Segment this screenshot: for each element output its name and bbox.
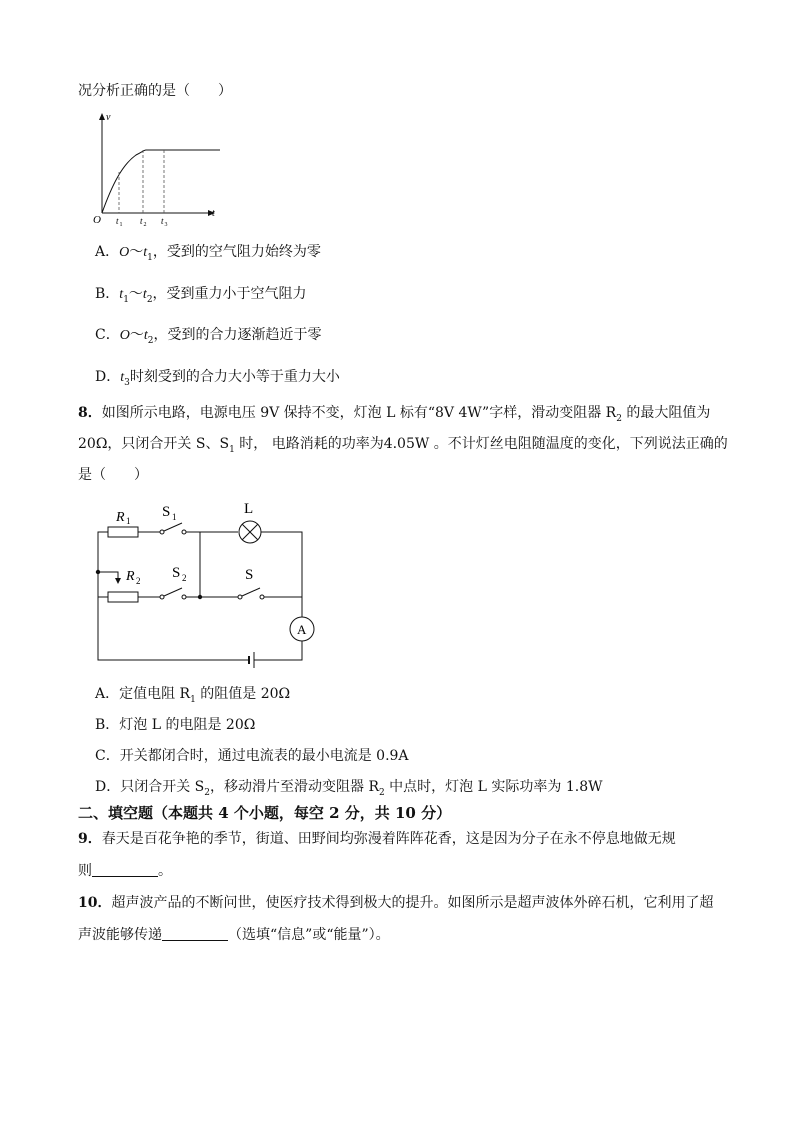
q8-option-a[interactable]: A．定值电阻 $R_1$ 的阻值是 20Ω [95,686,291,705]
lamp-label: L [244,501,254,517]
q8-option-c[interactable]: C．开关都闭合时，通过电流表的最小电流是 0.9A [95,748,409,764]
q9-line1: 9．春天是百花争艳的季节，街道、田野间均弥漫着阵阵花香，这是因为分子在永不停息地做无规 [78,831,676,847]
q8-option-b[interactable]: B．灯泡 L 的电阻是 20Ω [95,717,256,733]
t3-sub: 3 [164,222,168,228]
r1-label: R [116,510,125,525]
t-axis-label: t [212,208,215,219]
q7-option-a[interactable]: A．$O\sim t_1$，受到的空气阻力始终为零 [95,244,321,263]
q7-option-c[interactable]: C．$O\sim t_2$，受到的合力逐渐趋近于零 [95,327,322,346]
origin-label: O [93,214,101,226]
r2-sub: 2 [136,576,141,586]
q7-option-d[interactable]: D．$t_3$时刻受到的合力大小等于重力大小 [95,369,340,388]
q8-option-d[interactable]: D．只闭合开关 $S_2$，移动滑片至滑动变阻器 $R_2$ 中点时，灯泡 L 实际功率为 1.8W [95,779,603,798]
q10-line2: 声波能够传递 （选填“信息”或“能量”）。 [78,927,390,943]
q10-line1: 10．超声波产品的不断问世，使医疗技术得到极大的提升。如图所示是超声波体外碎石机，它利用了超 [78,895,714,911]
t1-label: t [116,216,119,226]
q10-answer-blank[interactable] [162,926,228,941]
t1-sub: 1 [119,222,123,228]
q8-stem-line2: 20Ω，只闭合开关 S、$S_1$ 时， 电路消耗的功率为4.05W 。不计灯丝电阻随温度的变化，下列说法正确的 [78,436,728,455]
circuit-diagram [88,492,318,670]
ammeter-label: A [297,622,307,637]
q7-option-b[interactable]: B．$t_1\sim t_2$，受到重力小于空气阻力 [95,286,307,305]
s-label: S [245,567,254,583]
r1-sub: 1 [126,516,131,526]
t2-label: t [140,216,143,226]
velocity-time-graph [88,110,228,230]
q8-stem-line3: 是（ ） [78,467,148,483]
r2-label: R [126,569,135,584]
s1-sub: 1 [172,512,177,522]
q8-stem-line1: 8．如图所示电路，电源电压 9V 保持不变，灯泡 L 标有“8V 4W”字样，滑动变阻器 $R_2$ 的最大阻值为 [78,405,711,424]
s1-label: S [162,504,171,520]
q9-answer-blank[interactable] [92,862,158,877]
q7-stem-tail: 况分析正确的是（ ） [78,83,232,99]
q9-line2: 则 。 [78,863,172,879]
s2-sub: 2 [182,573,187,583]
v-axis-label: v [106,112,111,123]
s2-label: S [172,565,181,581]
section-title: 二、填空题（本题共 4 个小题，每空 2 分，共 10 分） [78,804,452,822]
t2-sub: 2 [143,222,147,228]
t3-label: t [161,216,164,226]
